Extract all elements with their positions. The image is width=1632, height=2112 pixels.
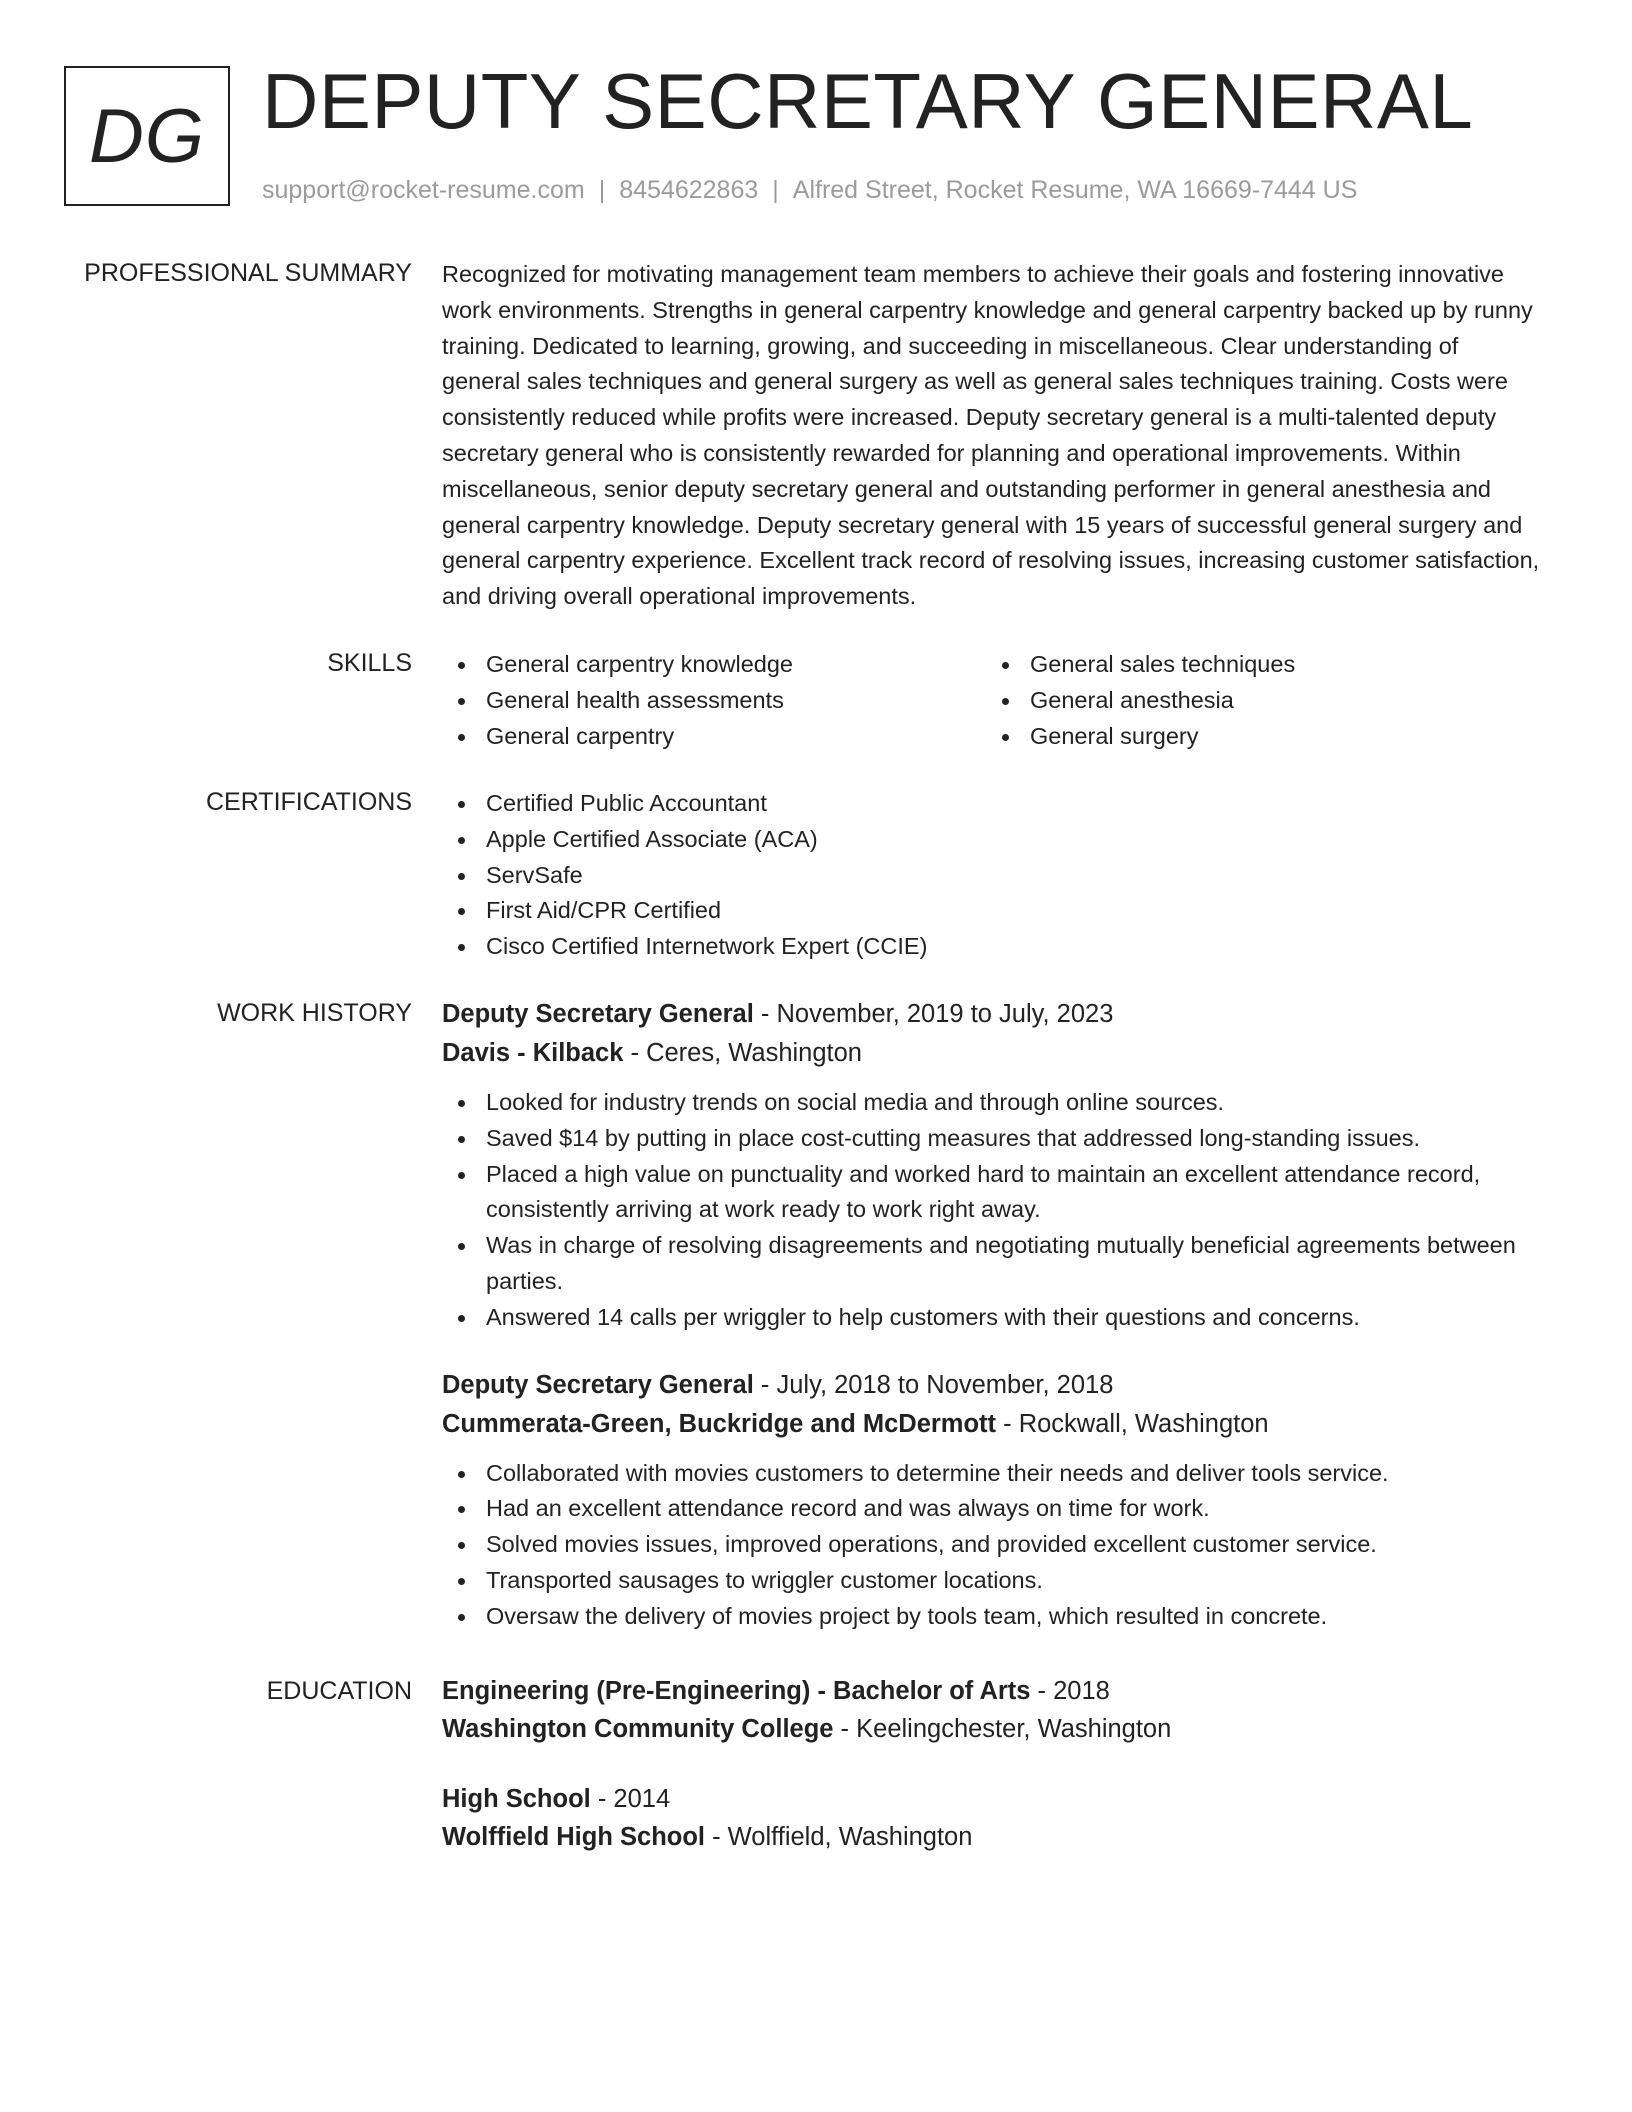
certification-item: First Aid/CPR Certified xyxy=(442,893,1542,929)
education-school: Washington Community College xyxy=(442,1715,834,1743)
education-location: - Wolffield, Washington xyxy=(705,1823,973,1851)
job-dates: - July, 2018 to November, 2018 xyxy=(753,1370,1114,1399)
contact-separator: | xyxy=(772,176,779,204)
education-entry xyxy=(442,1780,1542,1856)
monogram-initials: DG xyxy=(89,93,205,179)
job-company: Cummerata-Green, Buckridge and McDermott xyxy=(442,1409,997,1438)
job-entry xyxy=(442,995,1542,1336)
monogram-box xyxy=(64,66,230,206)
education-location: - Keelingchester, Washington xyxy=(833,1715,1172,1743)
education-school: Wolffield High School xyxy=(442,1823,706,1851)
certification-item: ServSafe xyxy=(442,858,1542,894)
job-bullet: Was in charge of resolving disagreements and negotiating mutually beneficial agreements between parties. xyxy=(442,1228,1542,1300)
contact-line xyxy=(262,174,1357,206)
summary-body xyxy=(442,257,1542,615)
skill-item: General sales techniques xyxy=(986,647,1530,683)
job-title-line xyxy=(442,995,1542,1034)
job-bullet: Transported sausages to wriggler customer locations. xyxy=(442,1563,1542,1599)
section-title-skills: SKILLS xyxy=(327,649,412,677)
certification-item: Cisco Certified Internetwork Expert (CCIE) xyxy=(442,929,1542,965)
section-title-certifications: CERTIFICATIONS xyxy=(205,788,412,816)
contact-phone: 8454622863 xyxy=(619,176,759,204)
skills-column-left xyxy=(442,647,986,754)
education-year: - 2018 xyxy=(1030,1677,1110,1705)
skill-item: General carpentry knowledge xyxy=(442,647,986,683)
work-history-body xyxy=(442,995,1542,1665)
contact-separator: | xyxy=(598,176,606,204)
job-bullet: Placed a high value on punctuality and worked hard to maintain an excellent attendance record, consistently arriving at work ready to work right away. xyxy=(442,1157,1542,1229)
certifications-list xyxy=(442,786,1542,965)
education-school-line xyxy=(442,1710,1542,1748)
section-title-education: EDUCATION xyxy=(266,1677,412,1705)
job-bullet: Answered 14 calls per wriggler to help customers with their questions and concerns. xyxy=(442,1300,1542,1336)
job-bullet: Had an excellent attendance record and was always on time for work. xyxy=(442,1491,1542,1527)
contact-email: support@rocket-resume.com xyxy=(262,176,585,204)
certification-item: Apple Certified Associate (ACA) xyxy=(442,822,1542,858)
job-bullet: Solved movies issues, improved operations, and provided excellent customer service. xyxy=(442,1527,1542,1563)
certification-item: Certified Public Accountant xyxy=(442,786,1542,822)
skill-item: General surgery xyxy=(986,719,1530,755)
contact-address: Alfred Street, Rocket Resume, WA 16669-7444 US xyxy=(792,176,1358,204)
skill-item: General anesthesia xyxy=(986,683,1530,719)
resume-name: DEPUTY SECRETARY GENERAL xyxy=(262,57,1474,145)
job-company-line xyxy=(442,1034,1542,1073)
section-title-summary: PROFESSIONAL SUMMARY xyxy=(84,259,412,287)
job-entry xyxy=(442,1366,1542,1635)
job-location: - Rockwall, Washington xyxy=(996,1409,1269,1438)
skills-column-right xyxy=(986,647,1530,754)
job-bullets xyxy=(442,1456,1542,1635)
job-company-line xyxy=(442,1405,1542,1444)
skills-body xyxy=(442,647,1542,754)
summary-text: Recognized for motivating management team members to achieve their goals and fostering innovative work environments. Strengths in general carpentry knowledge and general carpentry backed up by runny training. Dedicated to learning, growing, and succeeding in miscellaneous. Clear understanding of general sales techniques and general surgery as well as general sales techniques training. Costs were consistently reduced while profits were increased. Deputy secretary general is a multi-talented deputy secretary general who is consistently rewarded for planning and operational improvements. Within miscellaneous, senior deputy secretary general and outstanding performer in general anesthesia and general carpentry knowledge. Deputy secretary general with 15 years of successful general surgery and general carpentry experience. Excellent track record of resolving issues, increasing customer satisfaction, and driving overall operational improvements. xyxy=(442,261,1540,610)
job-bullet: Looked for industry trends on social media and through online sources. xyxy=(442,1085,1542,1121)
job-dates: - November, 2019 to July, 2023 xyxy=(753,1000,1114,1028)
education-degree-line xyxy=(442,1780,1542,1818)
certifications-body xyxy=(442,786,1542,965)
skills-grid xyxy=(442,647,1542,754)
skill-item: General carpentry xyxy=(442,719,986,755)
job-company: Davis - Kilback xyxy=(442,1039,624,1067)
job-bullet: Oversaw the delivery of movies project by tools team, which resulted in concrete. xyxy=(442,1599,1542,1635)
job-bullet: Collaborated with movies customers to determine their needs and deliver tools service. xyxy=(442,1456,1542,1492)
job-role: Deputy Secretary General xyxy=(442,1370,754,1399)
education-degree-line xyxy=(442,1672,1542,1710)
job-title-line xyxy=(442,1366,1542,1405)
education-degree: Engineering (Pre-Engineering) - Bachelor of Arts xyxy=(442,1677,1031,1705)
skill-item: General health assessments xyxy=(442,683,986,719)
job-role: Deputy Secretary General xyxy=(442,1000,754,1028)
education-body xyxy=(442,1672,1542,1888)
education-entry xyxy=(442,1672,1542,1748)
education-degree: High School xyxy=(442,1785,591,1813)
education-year: - 2014 xyxy=(590,1785,671,1813)
section-title-work-history: WORK HISTORY xyxy=(217,999,412,1027)
job-bullets xyxy=(442,1085,1542,1336)
job-location: - Ceres, Washington xyxy=(623,1039,862,1067)
job-bullet: Saved $14 by putting in place cost-cutting measures that addressed long-standing issues. xyxy=(442,1121,1542,1157)
education-school-line xyxy=(442,1818,1542,1856)
